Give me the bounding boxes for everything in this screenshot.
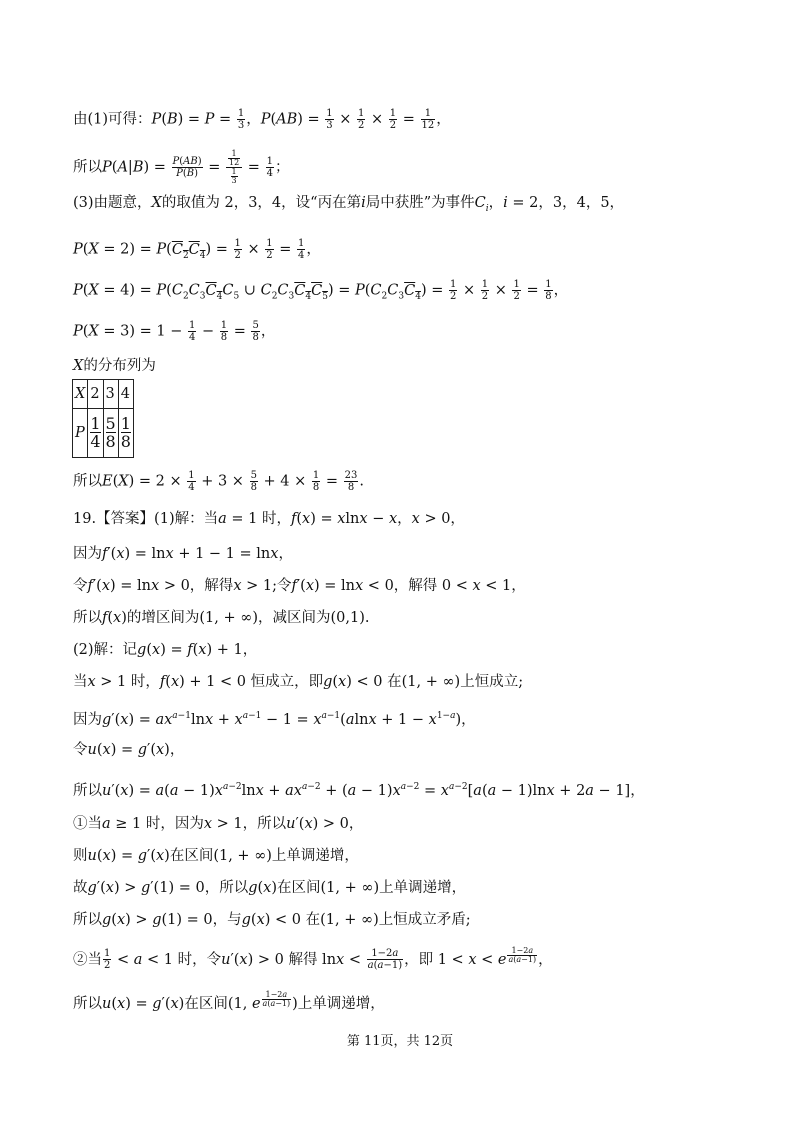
line-1-lead: 由(1)可得： [73,111,152,128]
text-line-2: 所以P(A|B) = $\frac{P(AB)}{P(B)}$ = $\frac{\frac{1}{12}}{\frac{1}{3}}$ = $\frac{1}{4}$ ； [73,149,290,185]
text-line-8: 所以E(X) = 2 × $\frac{1}{4}$ + 3 × $\frac{5}{8}$ + 4 × $\frac{1}{8}$ = $\frac{23}{8}$ . [73,470,364,493]
distribution-table [72,379,134,458]
text-line-11: 令f′(x) = lnx > 0，解得x > 1;令f′(x) = lnx < 0，解得 0 < x < 1， [73,578,526,594]
text-line-14: 当x > 1 时，f(x) + 1 < 0 恒成立，即g(x) < 0 在(1, + ∞)上恒成立; [73,674,524,690]
table-row [73,409,134,458]
table-cell: $\frac{5}{8}$ [103,409,118,458]
text-line-4: $P(X = 2) = P(C_2C_4)$ = $\frac{1}{2}$ × $\frac{1}{2}$ = $\frac{1}{4}$ ， [73,238,321,261]
text-line-20: 故g′(x) > g′(1) = 0，所以g(x)在区间(1, + ∞)上单调递增， [73,880,467,896]
table-cell: X [73,380,88,409]
table-cell: P [73,409,88,458]
table-cell: 2 [88,380,103,409]
text-line-5: $P(X = 4) = P(C_2C_3C_4C_5$ ∪ $C_2C_3C_4C_5) = P(C_2C_3C_4)$ = $\frac{1}{2}$ × $\frac{1}{2}$ × $\frac{1}{2}$ = $\frac{1}{8}$ ， [73,279,569,302]
table-cell: $\frac{1}{8}$ [118,409,133,458]
table-cell: 3 [103,380,118,409]
table-cell: $\frac{1}{4}$ [88,409,103,458]
text-line-23: 所以u(x) = g′(x)在区间(1, e $^{\frac{1-2a}{a(a-1)}}$ )上单调递增， [73,990,385,1012]
text-line-6: P(X = 3) = 1 − $\frac{1}{4}$ − $\frac{1}{8}$ = $\frac{5}{8}$ ， [73,320,276,343]
text-line-17: 所以$u'(x) = a(a - 1)x^{a-2}\ln x + ax^{a-2} + (a - 1)x^{a-2} = x^{a-2}[a(a - 1)\ln x + 2a - 1]$， [73,782,645,799]
text-line-13: (2)解：记g(x) = f(x) + 1， [73,642,258,658]
text-line-1: 由(1)可得：P(B) = P = $\frac{1}{3}$ ，P(AB) = $\frac{1}{3}$ × $\frac{1}{2}$ × $\frac{1}{2}$ = $\frac{1}{12}$ ， [73,108,451,131]
text-line-18: ①当a ≥ 1 时，因为x > 1，所以u′(x) > 0， [73,816,364,832]
text-line-22: ②当 $\frac{1}{2}$ < a < 1 时，令u′(x) > 0 解得 lnx < $\frac{1-2a}{a(a-1)}$ ，即 1 < x < e $^{\frac{1-2a}{a(a-1)}}$ ， [73,946,553,972]
text-line-12: 所以f(x)的增区间为(1, + ∞)，减区间为(0,1). [73,610,370,626]
table-cell: 4 [118,380,133,409]
text-line-10: 因为f′(x) = lnx + 1 − 1 = lnx， [73,546,293,562]
text-line-3: (3)由题意，X的取值为 2，3，4，设“丙在第i局中获胜”为事件$C_i$，i = 2，3，4，5， [73,195,625,214]
page-footer: 第 11页，共 12页 [346,1034,454,1049]
text-line-16: 令u(x) = g′(x)， [73,742,185,758]
text-line-15: 因为$g'(x) = ax^{a-1}\ln x + x^{a-1} - 1 = x^{a-1}(alnx + 1 - x^{1-a})$， [73,711,476,728]
table-row [73,380,134,409]
text-line-21: 所以g(x) > g(1) = 0，与g(x) < 0 在(1, + ∞)上恒成立矛盾; [73,912,471,928]
text-line-9: 19.【答案】(1)解：当a = 1 时，f(x) = xlnx − x，x > 0， [73,511,465,527]
text-line-19: 则u(x) = g′(x)在区间(1, + ∞)上单调递增， [73,848,359,864]
text-line-7: X的分布列为 [73,358,156,374]
